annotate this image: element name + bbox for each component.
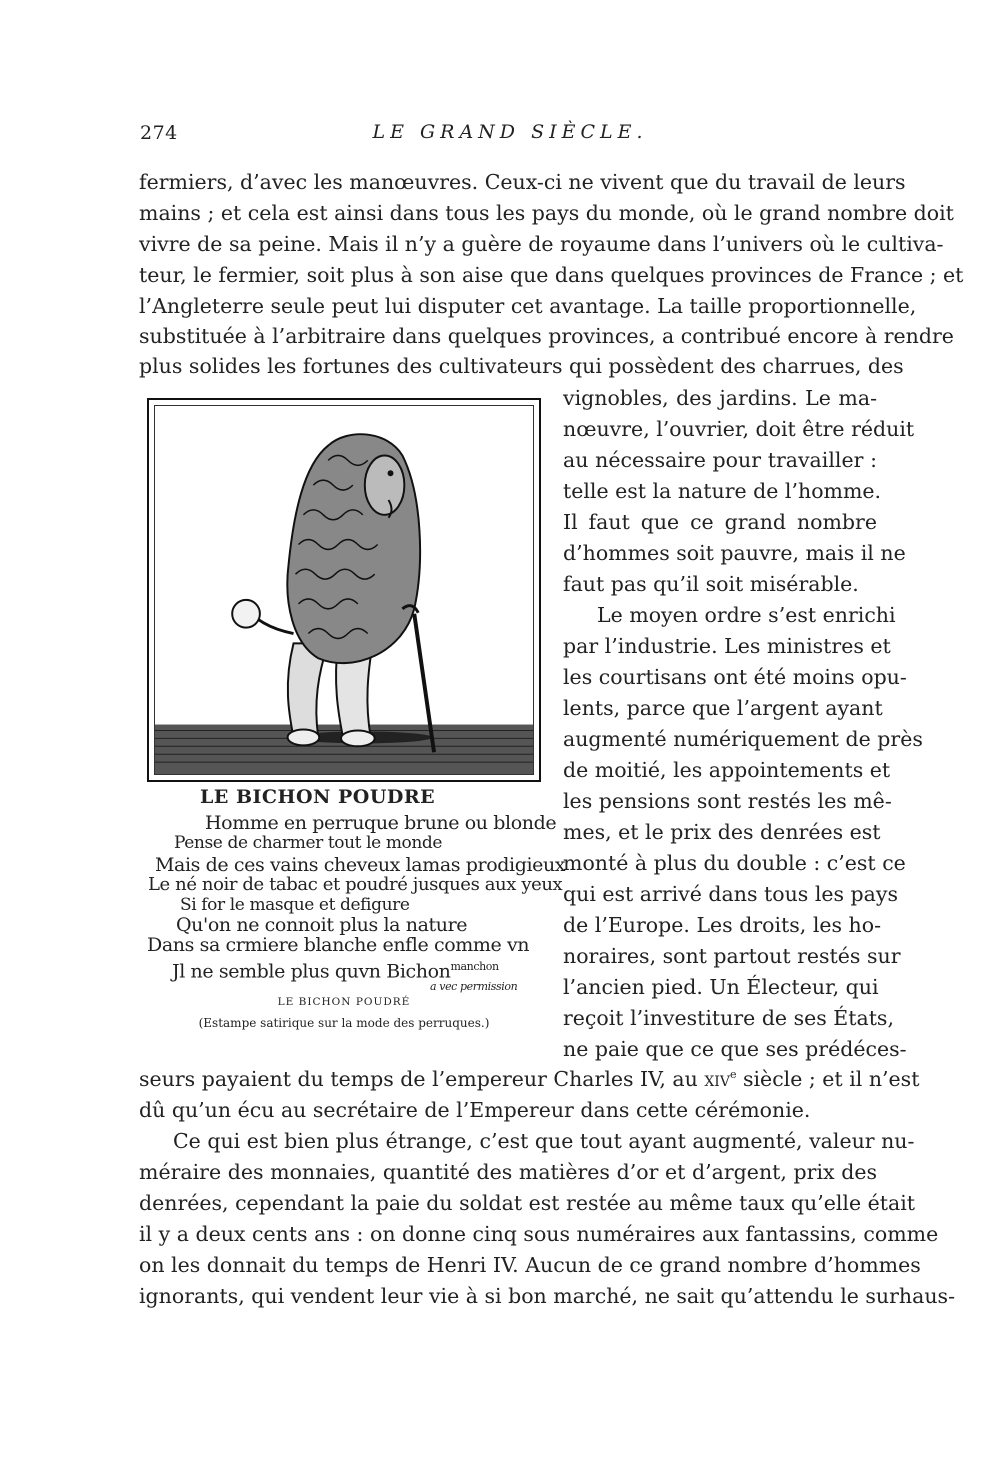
- text-line: augmenté numériquement de près: [563, 727, 923, 751]
- engraving-verse: Le né noir de tabac et poudré jusques aux yeux: [148, 874, 563, 895]
- text-line: les pensions sont restés les mê-: [563, 789, 892, 813]
- text-line: faut pas qu’il soit misérable.: [563, 572, 859, 596]
- text-line: mains ; et cela est ainsi dans tous les pays du monde, où le grand nombre doit: [139, 201, 954, 225]
- text-line: qui est arrivé dans tous les pays: [563, 882, 898, 906]
- text-line: d’hommes soit pauvre, mais il ne: [563, 541, 906, 565]
- text-line: de moitié, les appointements et: [563, 758, 891, 782]
- text-line: Ce qui est bien plus étrange, c’est que tout ayant augmenté, valeur nu-: [173, 1129, 915, 1153]
- text-line: substituée à l’arbitraire dans quelques provinces, a contribué encore à rendre: [139, 324, 954, 348]
- text-line: ignorants, qui vendent leur vie à si bon marché, ne sait qu’attendu le surhaus-: [139, 1284, 956, 1308]
- verse-annotation: manchon: [450, 960, 499, 973]
- text-line: teur, le fermier, soit plus à son aise que dans quelques provinces de France ; et: [139, 263, 964, 287]
- text-line: [139, 1066, 920, 1092]
- text-line: de l’Europe. Les droits, les ho-: [563, 913, 882, 937]
- running-head: LE GRAND SIÈCLE.: [372, 121, 648, 143]
- text-line: Le moyen ordre s’est enrichi: [597, 603, 896, 627]
- figure-caption: (Estampe satirique sur la mode des perruques.): [198, 1016, 490, 1030]
- text-line: les courtisans ont été moins opu-: [563, 665, 907, 689]
- text-line: denrées, cependant la paie du soldat est restée au même taux qu’elle était: [139, 1191, 915, 1215]
- engraving-verse: Pense de charmer tout le monde: [174, 833, 443, 853]
- engraving-permission: a vec permission: [430, 980, 518, 993]
- text-line: monté à plus du double : c’est ce: [563, 851, 906, 875]
- text-line: fermiers, d’avec les manœuvres. Ceux-ci ne vivent que du travail de leurs: [139, 170, 906, 194]
- text-line: l’Angleterre seule peut lui disputer cet avantage. La taille proportionnelle,: [139, 294, 917, 318]
- figure-caption-title: LE BICHON POUDRÉ: [277, 996, 411, 1008]
- text-line: reçoit l’investiture de ses États,: [563, 1006, 894, 1030]
- engraving-image: [154, 405, 534, 775]
- page-number: 274: [140, 122, 178, 144]
- text-line: vignobles, des jardins. Le ma-: [563, 386, 877, 410]
- engraving-verse: Dans sa crmiere blanche enfle comme vn: [147, 934, 530, 956]
- text-line: il y a deux cents ans : on donne cinq sous numéraires aux fantassins, comme: [139, 1222, 939, 1246]
- text-line: vivre de sa peine. Mais il n’y a guère de royaume dans l’univers où le cultiva-: [139, 232, 944, 256]
- text-line: l’ancien pied. Un Électeur, qui: [563, 975, 879, 999]
- text-line: noraires, sont partout restés sur: [563, 944, 901, 968]
- engraving-verse: Qu'on ne connoit plus la nature: [176, 914, 468, 936]
- text-line: plus solides les fortunes des cultivateurs qui possèdent des charrues, des: [139, 354, 904, 378]
- text-line: telle est la nature de l’homme.: [563, 479, 882, 503]
- text-line: on les donnait du temps de Henri IV. Aucun de ce grand nombre d’hommes: [139, 1253, 921, 1277]
- text-segment: seurs payaient du temps de l’empereur Charles IV, au: [139, 1067, 705, 1091]
- engraving-verse: Si for le masque et defigure: [180, 895, 410, 915]
- text-line: ne paie que ce que ses prédéces-: [563, 1037, 907, 1061]
- engraving-verse: Homme en perruque brune ou blonde: [205, 812, 557, 834]
- engraving-frame: [147, 398, 541, 782]
- text-line: méraire des monnaies, quantité des matières d’or et d’argent, prix des: [139, 1160, 877, 1184]
- text-line: dû qu’un écu au secrétaire de l’Empereur dans cette cérémonie.: [139, 1098, 811, 1122]
- superscript: e: [729, 1068, 737, 1082]
- text-line: mes, et le prix des denrées est: [563, 820, 881, 844]
- text-line: par l’industrie. Les ministres et: [563, 634, 891, 658]
- text-line: au nécessaire pour travailler :: [563, 448, 877, 472]
- text-line: lents, parce que l’argent ayant: [563, 696, 883, 720]
- text-line: nœuvre, l’ouvrier, doit être réduit: [563, 417, 915, 441]
- text-segment: siècle ; et il n’est: [736, 1067, 920, 1091]
- verse-text: Jl ne semble plus quvn Bichon: [172, 960, 451, 983]
- century-numeral: xiv: [704, 1067, 730, 1091]
- engraving-verse: Mais de ces vains cheveux lamas prodigieux: [155, 854, 566, 876]
- text-line: Il faut que ce grand nombre: [563, 510, 877, 534]
- engraving-title: LE BICHON POUDRE: [200, 786, 436, 808]
